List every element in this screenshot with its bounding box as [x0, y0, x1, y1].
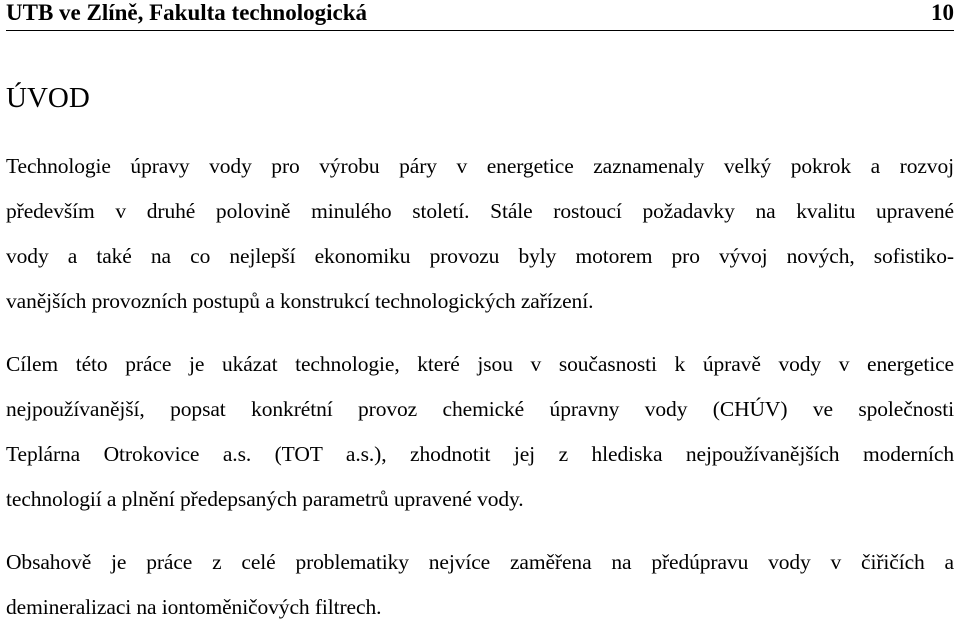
header-divider: [6, 30, 954, 31]
paragraph-line: Cílem této práce je ukázat technologie, které jsou v současnosti k úpravě vody v energetice: [6, 352, 954, 376]
paragraph-intro: [6, 144, 954, 324]
paragraph-content: [6, 540, 954, 630]
paragraph-goal: [6, 342, 954, 522]
paragraph-line: nejpoužívanější, popsat konkrétní provoz chemické úpravny vody (CHÚV) ve společnosti: [6, 397, 954, 421]
paragraph-line: technologií a plnění předepsaných parametrů upravené vody.: [6, 487, 524, 511]
section-heading: ÚVOD: [6, 82, 90, 114]
paragraph-line: vody a také na co nejlepší ekonomiku provozu byly motorem pro vývoj nových, sofistiko-: [6, 244, 954, 268]
paragraph-line: vanějších provozních postupů a konstrukcí technologických zařízení.: [6, 289, 594, 313]
paragraph-line: Obsahově je práce z celé problematiky nejvíce zaměřena na předúpravu vody v čiřičích a: [6, 550, 954, 574]
header-title: UTB ve Zlíně, Fakulta technologická: [6, 0, 367, 25]
paragraph-line: demineralizaci na iontoměničových filtrech.: [6, 595, 382, 619]
paragraph-line: Teplárna Otrokovice a.s. (TOT a.s.), zhodnotit jej z hlediska nejpoužívanějších moderních: [6, 442, 954, 466]
page-number: 10: [931, 0, 954, 25]
page-header: [6, 0, 954, 30]
paragraph-line: především v druhé polovině minulého století. Stále rostoucí požadavky na kvalitu upravené: [6, 199, 954, 223]
paragraph-line: Technologie úpravy vody pro výrobu páry v energetice zaznamenaly velký pokrok a rozvoj: [6, 154, 954, 178]
